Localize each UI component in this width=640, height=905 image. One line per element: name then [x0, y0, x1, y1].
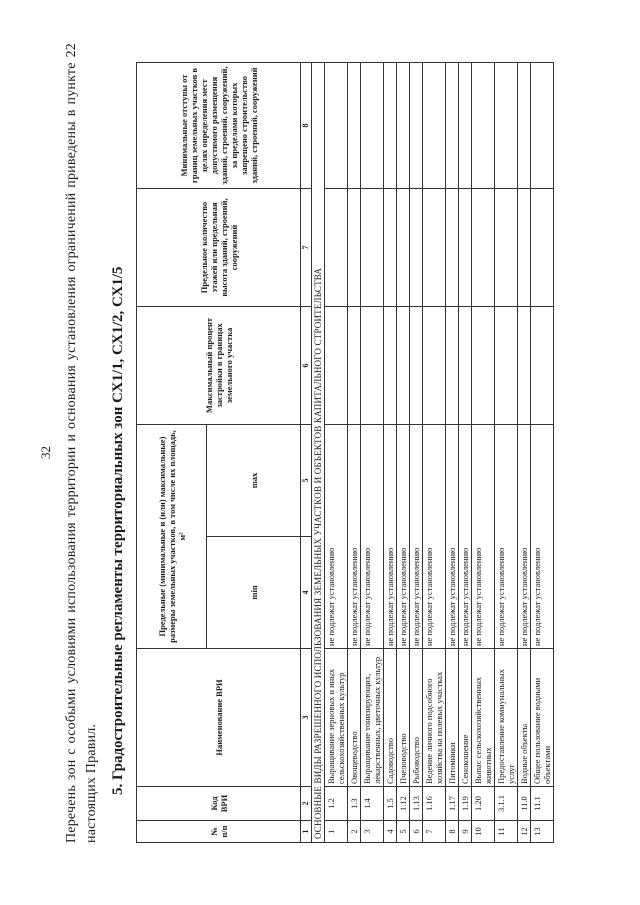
- row-setbacks: [361, 63, 384, 189]
- row-size: не подлежат установлению: [495, 425, 518, 649]
- row-name: Выращивание зерновых и иных сельскохозяйственных культур: [325, 649, 348, 787]
- row-code: 1.20: [472, 787, 495, 821]
- table-row: [495, 63, 518, 843]
- row-percent: [495, 307, 518, 425]
- row-code: 1.4: [361, 787, 384, 821]
- header-setbacks: Минимальные отступы от границ земельных участков в целях определения мест допустимого размещения зданий, строений, сооружений, за пределами которых запрещено строительство зданий, строений, сооружений: [137, 63, 301, 189]
- col-number: 6: [301, 307, 312, 425]
- header-num: № п/п: [137, 821, 301, 843]
- row-percent: [361, 307, 384, 425]
- row-floors: [325, 189, 348, 307]
- row-floors: [410, 189, 423, 307]
- row-setbacks: [531, 63, 554, 189]
- row-percent: [348, 307, 361, 425]
- row-num: 5: [397, 821, 410, 843]
- header-floors: Предельное количество этажей или предельная высота зданий, строений, сооружений: [137, 189, 301, 307]
- table-row: [384, 63, 397, 843]
- page-number: 32: [38, 446, 53, 459]
- row-name: Предоставление коммунальных услуг: [495, 649, 518, 787]
- row-setbacks: [472, 63, 495, 189]
- row-floors: [384, 189, 397, 307]
- row-num: 10: [472, 821, 495, 843]
- row-floors: [397, 189, 410, 307]
- col-number: 7: [301, 189, 312, 307]
- section-title-row: [312, 63, 325, 843]
- row-code: 11.1: [531, 787, 554, 821]
- table-row: [472, 63, 495, 843]
- row-code: 1.16: [423, 787, 446, 821]
- row-setbacks: [518, 63, 531, 189]
- row-setbacks: [325, 63, 348, 189]
- row-name: Водные объекты: [518, 649, 531, 787]
- row-size: не подлежат установлению: [459, 425, 472, 649]
- col-number: 5: [301, 425, 312, 537]
- row-percent: [446, 307, 459, 425]
- row-percent: [384, 307, 397, 425]
- row-code: 3.1.1: [495, 787, 518, 821]
- row-floors: [348, 189, 361, 307]
- col-number: 2: [301, 787, 312, 821]
- row-percent: [423, 307, 446, 425]
- row-floors: [423, 189, 446, 307]
- header-name: Наименование ВРИ: [137, 649, 301, 787]
- col-number: 4: [301, 537, 312, 649]
- row-percent: [531, 307, 554, 425]
- col-number: 3: [301, 649, 312, 787]
- row-code: 1.2: [325, 787, 348, 821]
- row-num: 11: [495, 821, 518, 843]
- row-setbacks: [459, 63, 472, 189]
- row-name: Овощеводство: [348, 649, 361, 787]
- row-name: Ведение личного подсобного хозяйства на полевых участках: [423, 649, 446, 787]
- row-num: 4: [384, 821, 397, 843]
- row-code: 1.3: [348, 787, 361, 821]
- header-code: Код ВРИ: [137, 787, 301, 821]
- row-setbacks: [423, 63, 446, 189]
- table-row: [423, 63, 446, 843]
- row-num: 2: [348, 821, 361, 843]
- col-number: 1: [301, 821, 312, 843]
- row-name: Садоводство: [384, 649, 397, 787]
- row-floors: [495, 189, 518, 307]
- row-num: 7: [423, 821, 446, 843]
- col-number: 8: [301, 63, 312, 189]
- row-size: не подлежат установлению: [361, 425, 384, 649]
- row-num: 1: [325, 821, 348, 843]
- row-size: не подлежат установлению: [397, 425, 410, 649]
- row-size: не подлежат установлению: [423, 425, 446, 649]
- table-row: [459, 63, 472, 843]
- row-size: не подлежат установлению: [531, 425, 554, 649]
- row-size: не подлежат установлению: [325, 425, 348, 649]
- row-name: Выпас сельскохозяйственных животных: [472, 649, 495, 787]
- row-floors: [446, 189, 459, 307]
- row-percent: [518, 307, 531, 425]
- table-row: [410, 63, 423, 843]
- row-size: не подлежат установлению: [472, 425, 495, 649]
- table-row: [446, 63, 459, 843]
- row-code: 1.12: [397, 787, 410, 821]
- row-setbacks: [495, 63, 518, 189]
- row-floors: [472, 189, 495, 307]
- header-min: min: [207, 537, 301, 649]
- row-num: 6: [410, 821, 423, 843]
- table-row: [531, 63, 554, 843]
- column-number-row: [301, 63, 312, 843]
- row-percent: [410, 307, 423, 425]
- row-name: Пчеловодство: [397, 649, 410, 787]
- table-row: [325, 63, 348, 843]
- table-row: [397, 63, 410, 843]
- row-num: 3: [361, 821, 384, 843]
- row-setbacks: [397, 63, 410, 189]
- row-size: не подлежат установлению: [410, 425, 423, 649]
- header-percent: Максимальный процент застройки в границах земельного участка: [137, 307, 301, 425]
- row-setbacks: [410, 63, 423, 189]
- row-num: 9: [459, 821, 472, 843]
- row-floors: [531, 189, 554, 307]
- row-floors: [518, 189, 531, 307]
- row-name: Общее пользование водными объектами: [531, 649, 554, 787]
- intro-paragraph: Перечень зон с особыми условиями использования территории и основания установления ограничений приведены в пункте 22 настоящих Правил.: [64, 43, 99, 843]
- row-num: 12: [518, 821, 531, 843]
- table-row: [518, 63, 531, 843]
- row-floors: [361, 189, 384, 307]
- row-size: не подлежат установлению: [518, 425, 531, 649]
- row-size: не подлежат установлению: [446, 425, 459, 649]
- header-size-group: Предельные (минимальные и (или) максимальные) размеры земельных участков, в том числе их площадь, м²: [137, 425, 207, 649]
- row-size: не подлежат установлению: [348, 425, 361, 649]
- row-percent: [325, 307, 348, 425]
- row-name: Рыбоводство: [410, 649, 423, 787]
- row-name: Сенокошение: [459, 649, 472, 787]
- section-heading: 5. Градостроительные регламенты территориальных зон СХ1/1, СХ1/2, СХ1/5: [110, 266, 126, 795]
- table-row: [361, 63, 384, 843]
- row-code: 1.17: [446, 787, 459, 821]
- row-percent: [397, 307, 410, 425]
- row-floors: [459, 189, 472, 307]
- regulations-table-wrapper: [136, 63, 554, 843]
- row-setbacks: [348, 63, 361, 189]
- row-code: 1.13: [410, 787, 423, 821]
- row-num: 13: [531, 821, 554, 843]
- row-setbacks: [446, 63, 459, 189]
- row-name: Выращивание тонизирующих, лекарственных, цветочных культур: [361, 649, 384, 787]
- header-max: max: [207, 425, 301, 537]
- row-num: 8: [446, 821, 459, 843]
- row-percent: [472, 307, 495, 425]
- row-code: 1.5: [384, 787, 397, 821]
- row-code: 11.0: [518, 787, 531, 821]
- table-row: [348, 63, 361, 843]
- row-code: 1.19: [459, 787, 472, 821]
- row-size: не подлежат установлению: [384, 425, 397, 649]
- regulations-table: [136, 62, 554, 843]
- row-name: Питомники: [446, 649, 459, 787]
- row-setbacks: [384, 63, 397, 189]
- section-title: ОСНОВНЫЕ ВИДЫ РАЗРЕШЕННОГО ИСПОЛЬЗОВАНИЯ ЗЕМЕЛЬНЫХ УЧАСТКОВ И ОБЪЕКТОВ КАПИТАЛЬНОГО СТРОИТЕЛЬСТВА: [312, 63, 325, 843]
- row-percent: [459, 307, 472, 425]
